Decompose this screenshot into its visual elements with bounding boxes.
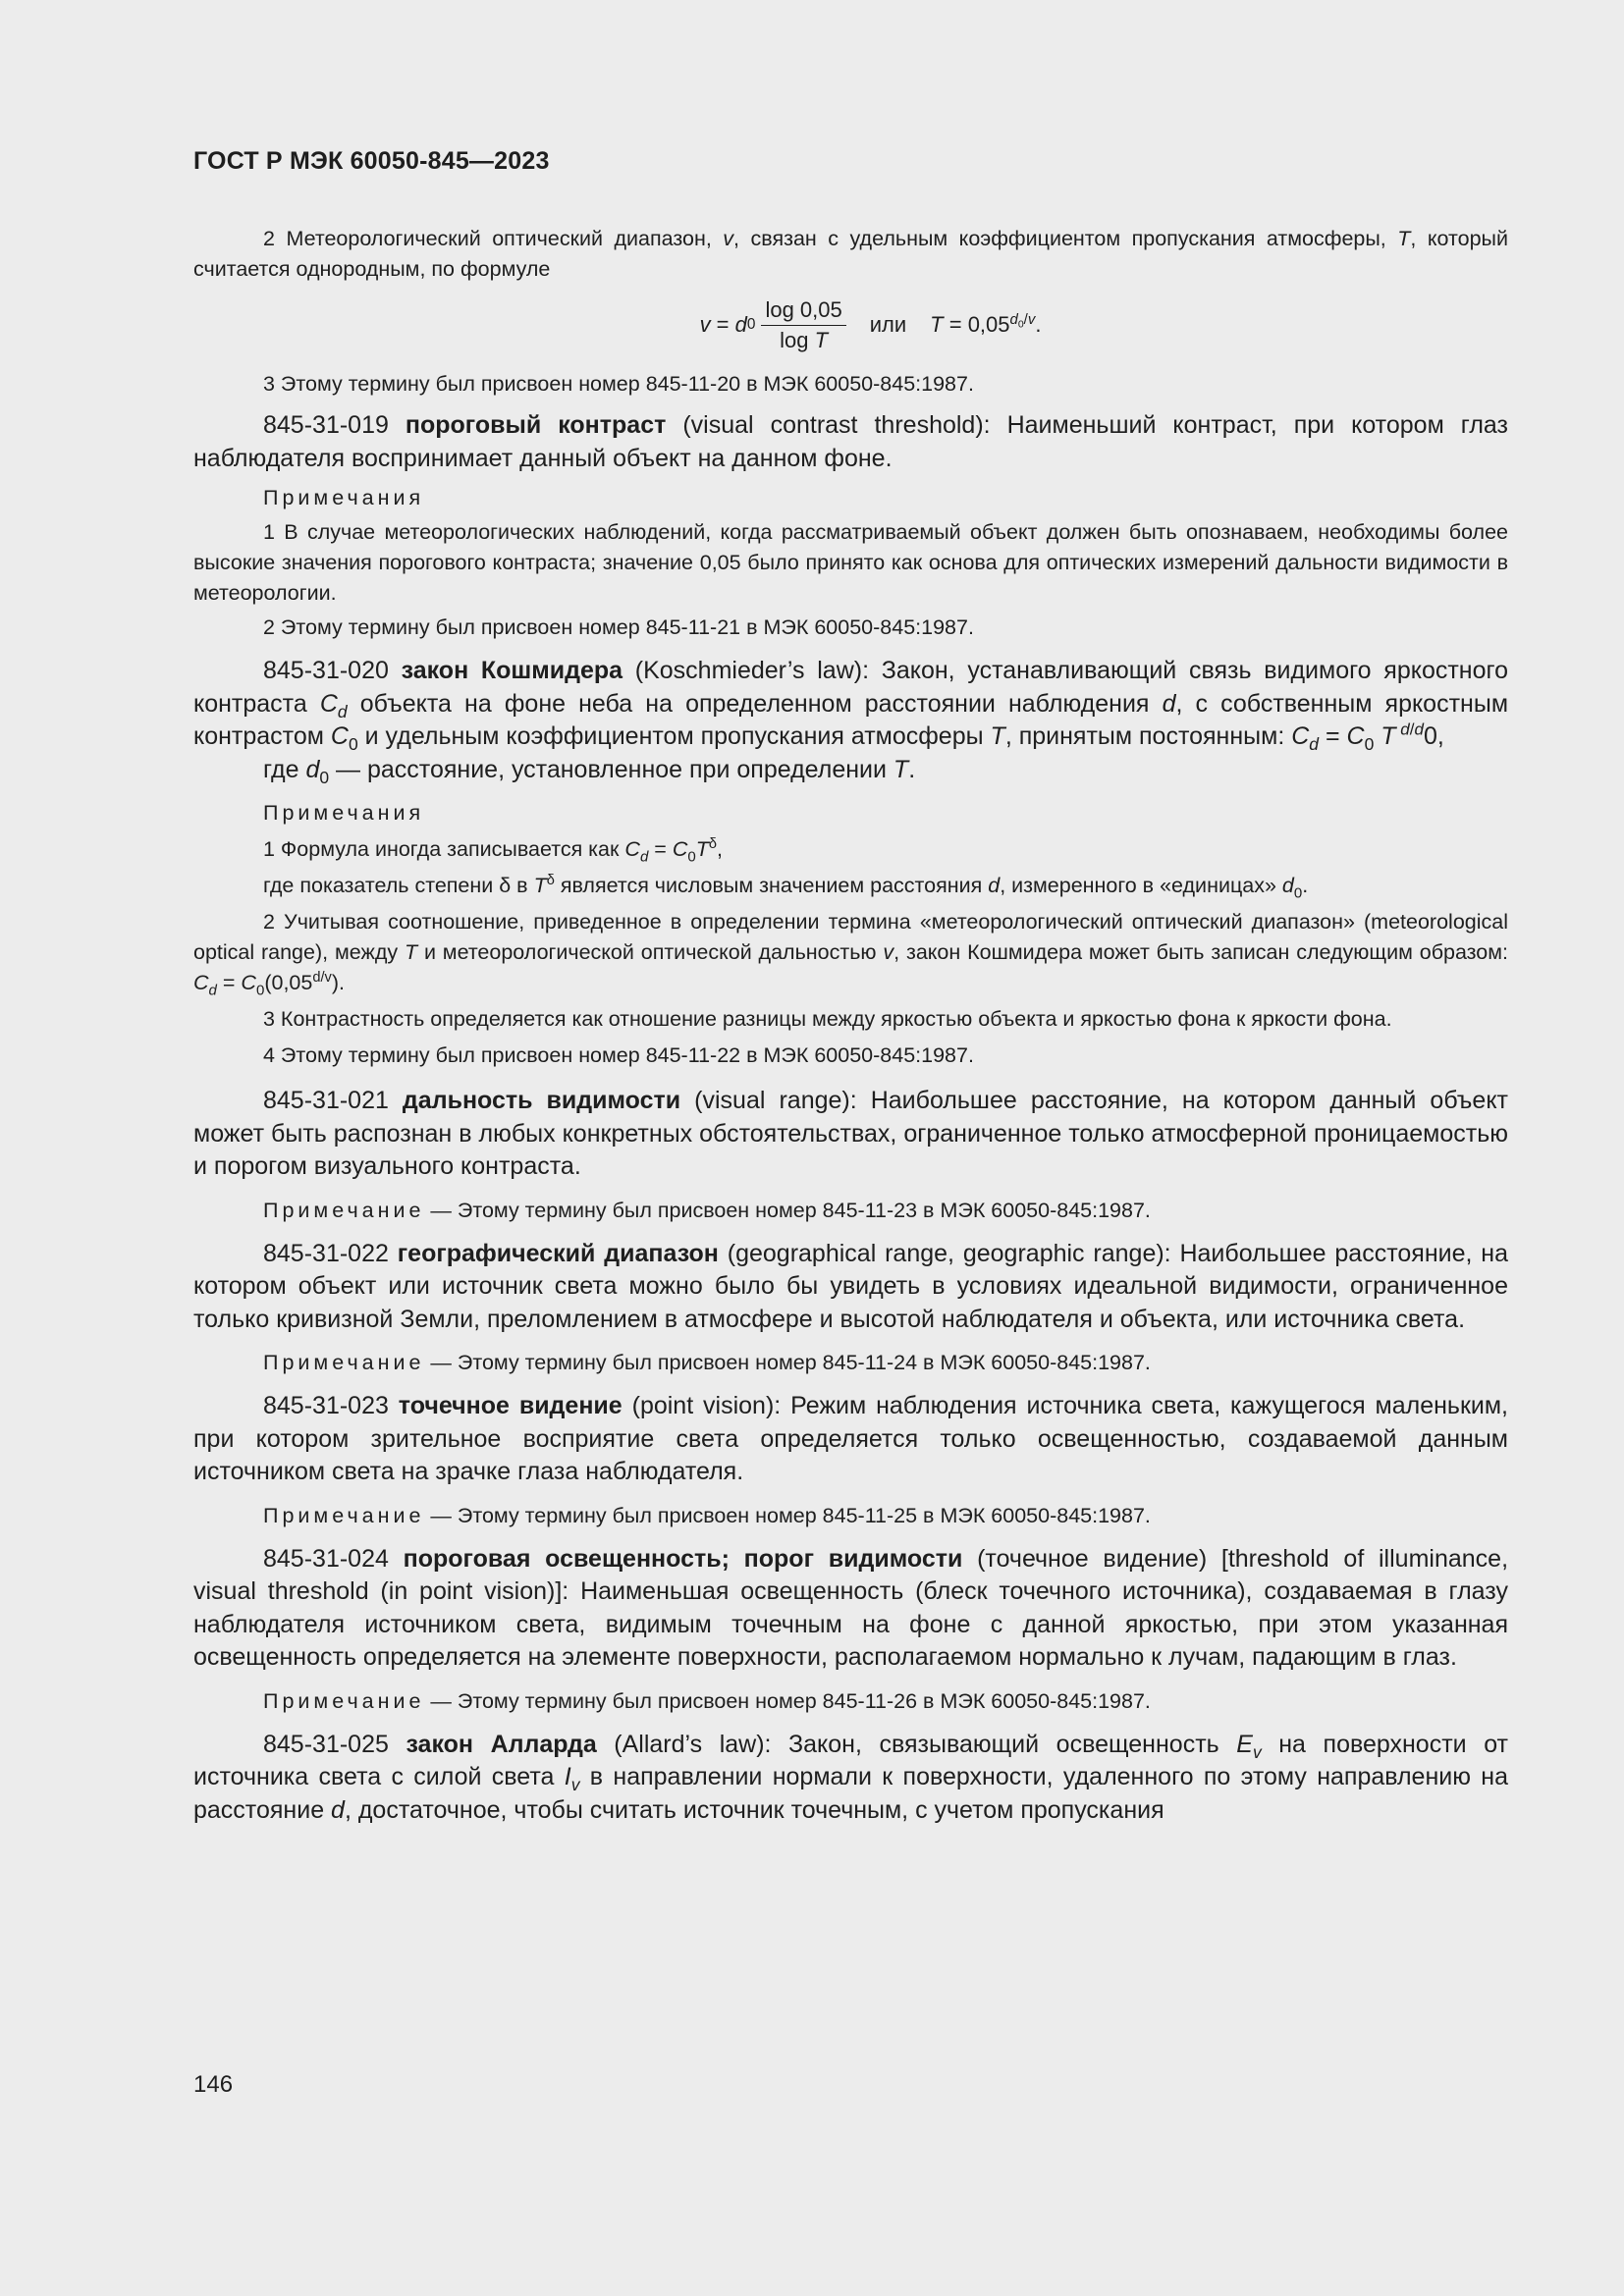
note-paragraph: 1 Формула иногда записывается как $C_d = C_0T^\delta$, xyxy=(263,835,723,866)
page-number: 146 xyxy=(193,2071,234,2098)
note-paragraph: 3 Контрастность определяется как отношение разницы между яркостью объекта и яркостью фона к яркости фона. xyxy=(263,1007,1392,1031)
notes-label: Примечания xyxy=(263,486,425,509)
where-clause: где $d_0$ — расстояние, установленное при определении T. xyxy=(263,755,916,787)
term-entry: 845-31-023 точечное видение (point vision): Режим наблюдения источника света, кажущегося маленьким, при котором зрительное восприятие света определяется только освещенностью, создаваемой данным источником света на зрачке глаза наблюдателя. xyxy=(193,1392,1508,1485)
note-paragraph: Примечание — Этому термину был присвоен номер 845-11-25 в МЭК 60050-845:1987. xyxy=(263,1503,1151,1527)
note-paragraph: 2 Метеорологический оптический диапазон, v, связан с удельным коэффициентом пропускания атмосферы, T, который считается однородным, по формуле xyxy=(193,227,1509,281)
note-paragraph: 2 Учитывая соотношение, приведенное в определении термина «метеорологический оптический диапазон» (meteorological optical range), между T и метеорологической оптической дальностью v, закон Кошмидера может быть записан следующим образом: $C_d = C_0(0,05^{d/v})$. xyxy=(193,910,1509,999)
note-paragraph: 3 Этому термину был присвоен номер 845-11-20 в МЭК 60050-845:1987. xyxy=(263,372,974,396)
note-paragraph: 4 Этому термину был присвоен номер 845-11-22 в МЭК 60050-845:1987. xyxy=(263,1043,974,1067)
term-entry: 845-31-021 дальность видимости (visual range): Наибольшее расстояние, на котором данный объект может быть распознан в любых конкретных обстоятельствах, ограниченное только атмосферной проницаемостью и порогом визуального контраста. xyxy=(193,1087,1508,1180)
document-header: ГОСТ Р МЭК 60050-845—2023 xyxy=(193,147,550,175)
fraction: $\frac{\log 0,05}{\text{log T}}$ xyxy=(761,297,845,353)
note-paragraph: 1 В случае метеорологических наблюдений, когда рассматриваемый объект должен быть опознаваем, необходимы более высокие значения порогового контраста; значение 0,05 было принято как основа для оптических измерений дальности видимости в метеорологии. xyxy=(193,520,1508,605)
formula: v = d 0 $\frac{\log 0,05}{\text{log T}}$ или $T = 0,05^{d_0/v}$. xyxy=(699,296,1042,352)
term-entry: 845-31-020 закон Кошмидера (Koschmieder’s law): Закон, устанавливающий связь видимого яркостного контраста $C_d$ объекта на фоне неба на определенном расстоянии наблюдения d, с собственным яркостным контрастом $C_0$ и удельным коэффициентом пропускания атмосферы T, принятым постоянным: $C_d = C_0$ T $^{d/d}$0, xyxy=(193,657,1509,755)
term-entry: 845-31-024 пороговая освещенность; порог видимости (точечное видение) [threshold of illuminance, visual threshold (in point vision)]: Наименьшая освещенность (блеск точечного источника), создаваемая в глазу наблюдателя источником света, видимым точечным на фоне с данной яркостью, при этом указанная освещенность определяется на элементе поверхности, располагаемом нормально к лучам, падающим в глаз. xyxy=(193,1544,1509,1671)
notes-label: Примечания xyxy=(263,801,425,825)
term-entry: 845-31-022 географический диапазон (geographical range, geographic range): Наибольшее расстояние, на котором объект или источник света можно было бы увидеть в условиях идеальной видимости, ограниченное только кривизной Земли, преломлением в атмосфере и высотой наблюдателя и объекта, или источника света. xyxy=(193,1239,1509,1333)
note-paragraph: Примечание — Этому термину был присвоен номер 845-11-26 в МЭК 60050-845:1987. xyxy=(263,1688,1151,1713)
term-entry: 845-31-025 закон Алларда (Allard’s law): Закон, связывающий освещенность $E_v$ на поверхности от источника света с силой света $I_v$ в направлении нормали к поверхности, удаленного по этому направлению на расстояние d, достаточное, чтобы считать источник точечным, с учетом пропускания xyxy=(193,1730,1509,1824)
note-paragraph: Примечание — Этому термину был присвоен номер 845-11-24 в МЭК 60050-845:1987. xyxy=(263,1351,1151,1374)
note-paragraph: где показатель степени δ в $T^\delta$ является числовым значением расстояния d, измеренного в «единицах» $d_0$. xyxy=(263,872,1309,902)
term-entry: 845-31-019 пороговый контраст (visual contrast threshold): Наименьший контраст, при котором глаз наблюдателя воспринимает данный объект на данном фоне. xyxy=(193,411,1508,472)
page-content xyxy=(193,224,1508,1827)
note-paragraph: Примечание — Этому термину был присвоен номер 845-11-23 в МЭК 60050-845:1987. xyxy=(263,1198,1151,1222)
note-paragraph: 2 Этому термину был присвоен номер 845-11-21 в МЭК 60050-845:1987. xyxy=(263,615,974,639)
